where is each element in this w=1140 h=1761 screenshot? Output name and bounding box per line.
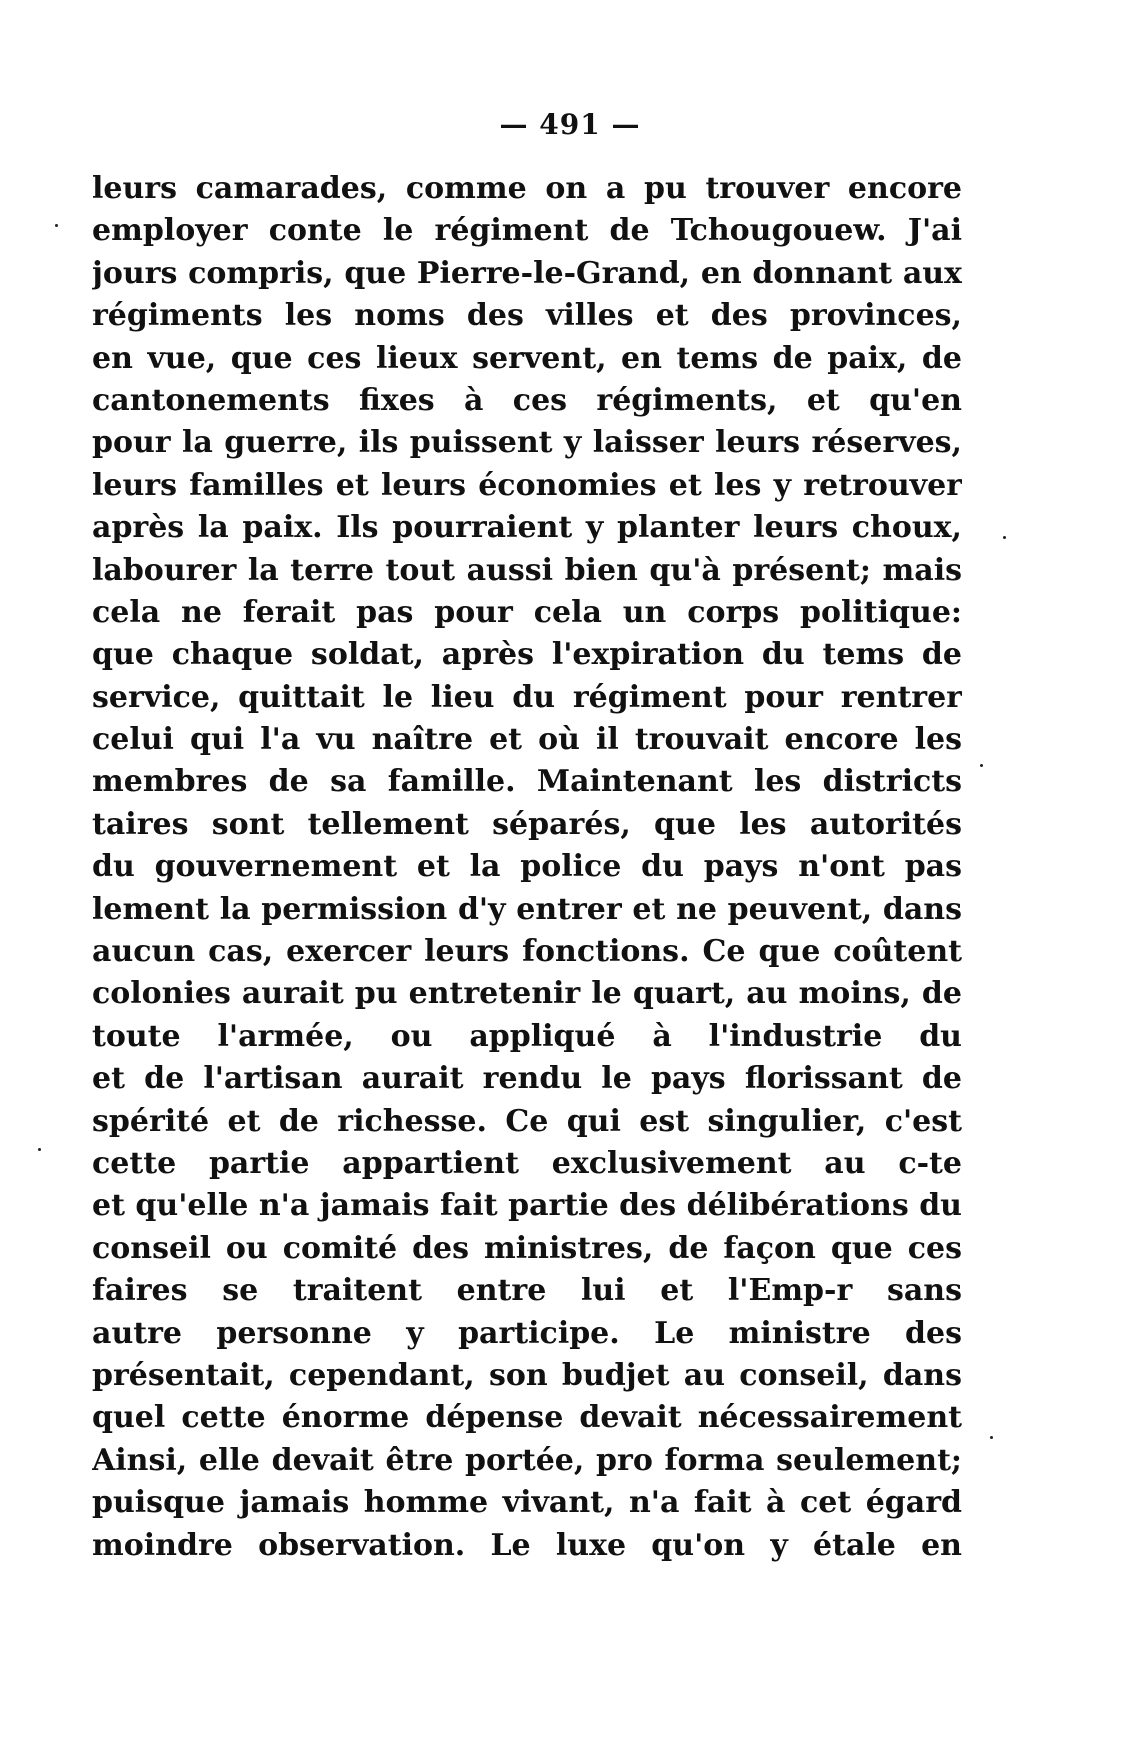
text-line: quel cette énorme dépense devait nécessairement (92, 1400, 962, 1436)
margin-speck (990, 1436, 993, 1439)
text-line: moindre observation. Le luxe qu'on y étale en (92, 1527, 962, 1563)
margin-speck (1003, 536, 1006, 539)
text-line: service, quittait le lieu du régiment pour rentrer (92, 679, 962, 715)
text-line: colonies aurait pu entretenir le quart, au moins, de (92, 976, 962, 1012)
text-line: puisque jamais homme vivant, n'a fait à cet égard (92, 1485, 962, 1521)
text-line: leurs familles et leurs économies et les y retrouver (92, 467, 962, 503)
text-line: aucun cas, exercer leurs fonctions. Ce que coûtent (92, 934, 962, 970)
text-line: que chaque soldat, après l'expiration du tems de (92, 637, 962, 673)
text-line: du gouvernement et la police du pays n'ont pas (92, 849, 962, 885)
text-line: celui qui l'a vu naître et où il trouvait encore les (92, 722, 962, 758)
text-line: spérité et de richesse. Ce qui est singulier, c'est (92, 1103, 962, 1139)
text-line: en vue, que ces lieux servent, en tems de paix, de (92, 340, 962, 376)
text-line: et de l'artisan aurait rendu le pays florissant de (92, 1061, 962, 1097)
text-line: autre personne y participe. Le ministre des (92, 1315, 962, 1351)
text-line: pour la guerre, ils puissent y laisser leurs réserves, (92, 425, 962, 461)
text-line: taires sont tellement séparés, que les autorités (92, 806, 962, 842)
text-line: lement la permission d'y entrer et ne peuvent, dans (92, 891, 962, 927)
text-line: présentait, cependant, son budjet au conseil, dans (92, 1357, 962, 1393)
text-line: et qu'elle n'a jamais fait partie des délibérations du (92, 1188, 962, 1224)
margin-speck (980, 764, 983, 767)
text-line: labourer la terre tout aussi bien qu'à présent; mais (92, 552, 962, 588)
margin-speck (38, 1148, 41, 1151)
text-line: cela ne ferait pas pour cela un corps politique: (92, 594, 962, 630)
text-line: régiments les noms des villes et des provinces, (92, 298, 962, 334)
body-text (92, 168, 962, 1567)
text-line: après la paix. Ils pourraient y planter leurs choux, (92, 510, 962, 546)
text-line: jours compris, que Pierre-le-Grand, en donnant aux (92, 255, 962, 291)
text-line: membres de sa famille. Maintenant les districts (92, 764, 962, 800)
text-line: cette partie appartient exclusivement au c-te (92, 1145, 962, 1181)
text-line: conseil ou comité des ministres, de façon que ces (92, 1230, 962, 1266)
page-number: — 491 — (499, 108, 641, 141)
text-line: leurs camarades, comme on a pu trouver encore (92, 171, 962, 206)
text-line: cantonements fixes à ces régiments, et qu'en (92, 382, 962, 418)
text-line: faires se traitent entre lui et l'Emp-r sans (92, 1273, 962, 1309)
text-line: toute l'armée, ou appliqué à l'industrie du (92, 1018, 962, 1054)
margin-speck (55, 224, 58, 227)
text-line: Ainsi, elle devait être portée, pro forma seulement; (92, 1442, 962, 1478)
text-line: employer conte le régiment de Tchougouew. J'ai (92, 213, 962, 249)
